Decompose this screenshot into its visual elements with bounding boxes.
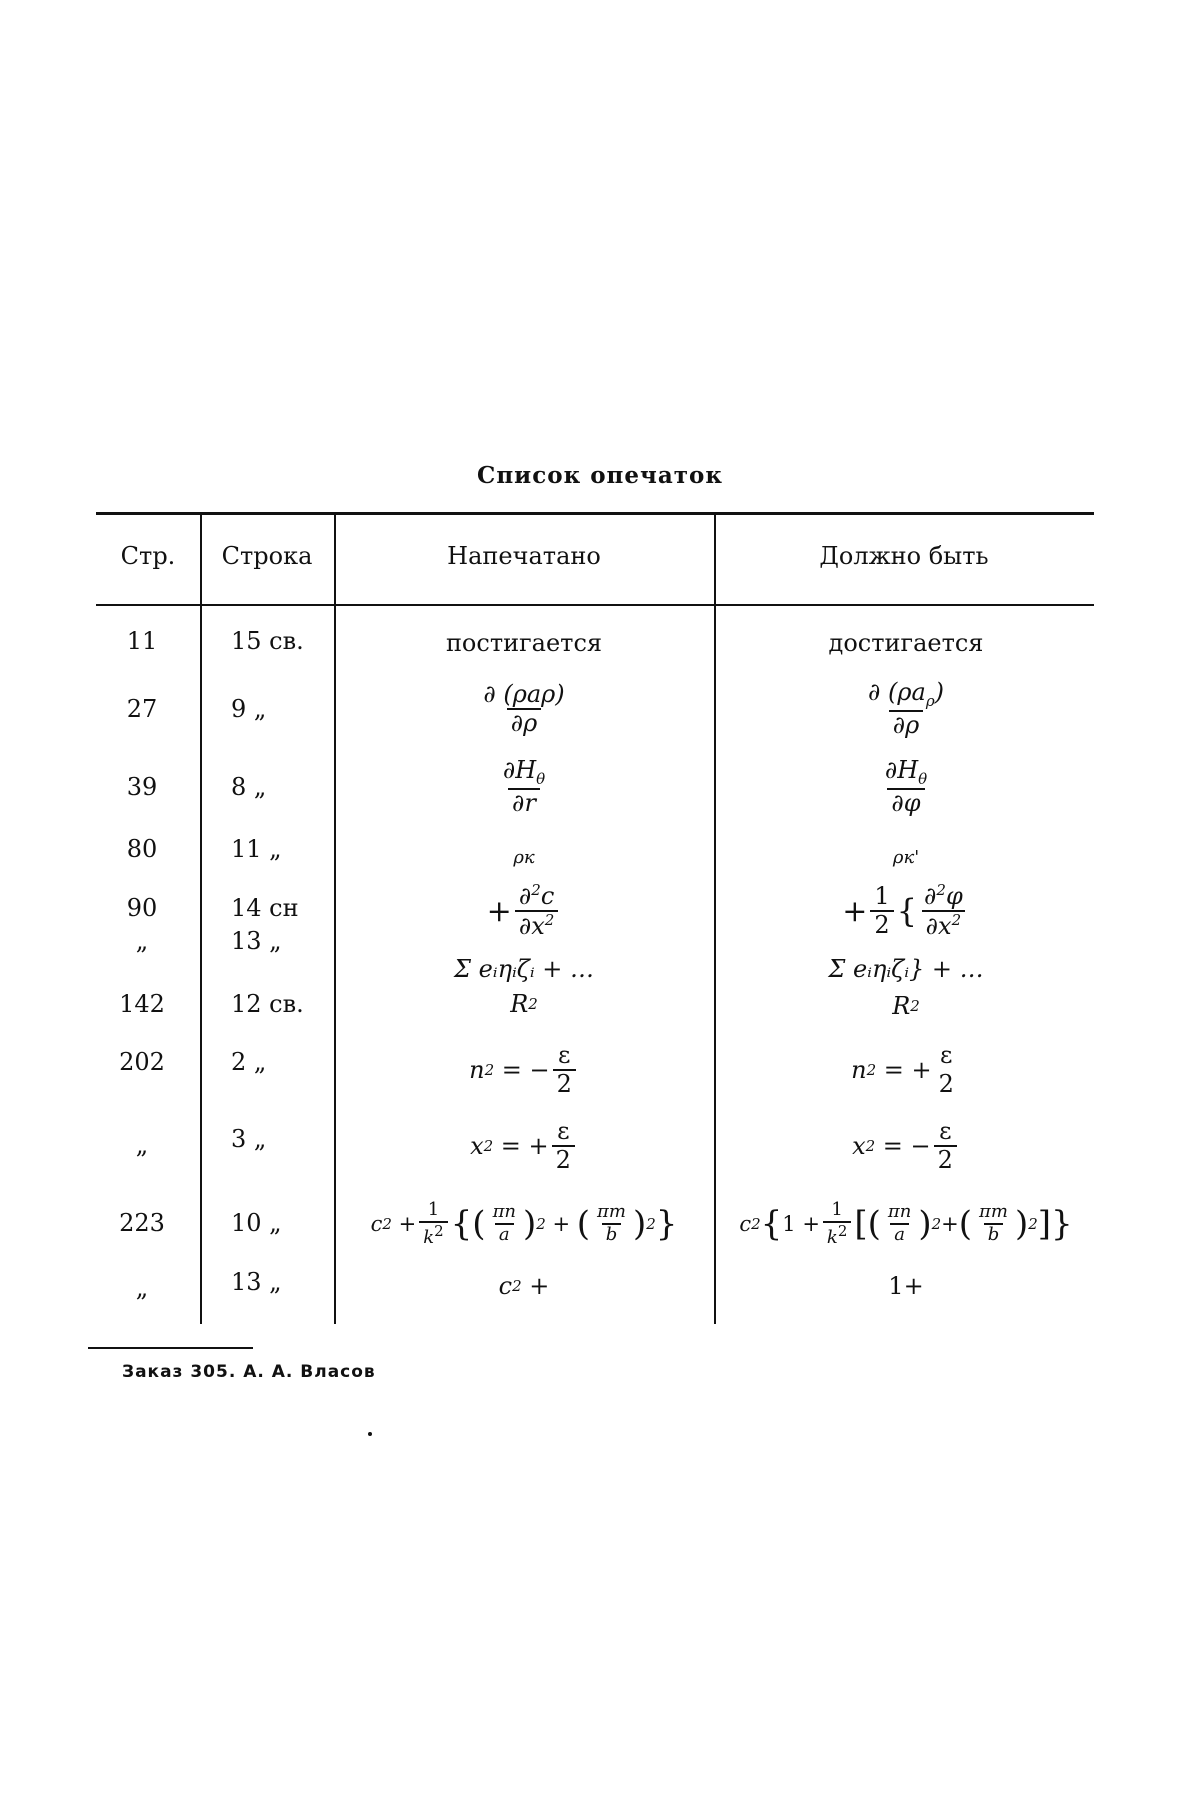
table-row-2-printed: $\frac{\text{∂ (ρaρ)}}{\partial\rho}$ bbox=[483, 679, 565, 737]
table-row-7-printed: R 2 bbox=[510, 990, 538, 1018]
table-row-1-printed: постигается bbox=[445, 629, 603, 657]
table-row-10-page: 223 bbox=[119, 1209, 165, 1237]
table-row-4-correct: ρк' bbox=[892, 846, 920, 868]
table-row-5-printed: + $\frac{\partial^2c}{\partial x^2}$ bbox=[336, 876, 712, 946]
table-row-3-page: 39 bbox=[126, 773, 158, 801]
table-row-6-line: 13 „ bbox=[231, 927, 282, 955]
header-line: Строка bbox=[221, 542, 313, 570]
table-row-8-correct: n 2 = + ε 2 bbox=[851, 1040, 954, 1098]
table-top-rule bbox=[96, 512, 1094, 515]
table-row-3-line: 8 „ bbox=[231, 773, 267, 801]
table-row-9-page: „ bbox=[135, 1131, 149, 1159]
table-row-10-printed: c 2 + $\frac{1}{k^2}$ {( $\frac{\pi n}{a}$ ) 2 + ( $\frac{\pi m}{b}$ ) 2 } bbox=[370, 1198, 678, 1248]
table-row-11-line: 13 „ bbox=[231, 1268, 282, 1296]
table-row-5-correct: + $\frac{1}{2}$ { $\frac{\partial^2\varphi}{\partial x^2}$ bbox=[718, 876, 1094, 946]
table-row-7-page: 142 bbox=[119, 990, 165, 1018]
table-row-11-printed: c 2 + bbox=[498, 1272, 550, 1300]
table-row-4-line: 11 „ bbox=[231, 835, 282, 863]
table-row-1-page: 11 bbox=[126, 627, 158, 655]
table-row-7-correct: R 2 bbox=[892, 992, 920, 1020]
table-row-7-line: 12 св. bbox=[231, 990, 304, 1018]
table-row-9-correct: x 2 = − $\frac{\varepsilon}{2}$ bbox=[718, 1110, 1094, 1182]
table-row-3-correct: $\frac{\partial H_\theta}{\partial\varphi}$ bbox=[884, 755, 928, 818]
table-row-11-correct: 1+ bbox=[888, 1272, 924, 1300]
print-order-note: Заказ 305. А. А. Власов bbox=[122, 1362, 376, 1382]
table-row-10-line: 10 „ bbox=[231, 1209, 282, 1237]
header-page: Стр. bbox=[120, 542, 176, 570]
table-row-6-page: „ bbox=[135, 927, 149, 955]
table-row-11-page: „ bbox=[135, 1274, 149, 1302]
table-row-8-printed: n 2 = − $\frac{\varepsilon}{2}$ bbox=[336, 1034, 712, 1106]
stray-dot bbox=[368, 1432, 372, 1436]
table-row-2-line: 9 „ bbox=[231, 695, 267, 723]
table-row-1-line: 15 св. bbox=[231, 627, 304, 655]
table-header-rule bbox=[96, 604, 1094, 606]
table-row-6-correct: Σ eᵢηᵢζᵢ} + … bbox=[828, 955, 984, 983]
errata-table bbox=[96, 512, 1094, 1324]
column-divider-3 bbox=[714, 514, 716, 1324]
table-row-5-page: 90 bbox=[126, 894, 158, 922]
page-title: Список опечаток bbox=[477, 462, 723, 489]
header-correct: Должно быть bbox=[819, 542, 989, 570]
table-row-4-page: 80 bbox=[126, 835, 158, 863]
table-row-2-correct: $\frac{\partial (\rho a_\rho)}{\partial\rho}$ bbox=[867, 677, 945, 740]
table-row-2-page: 27 bbox=[126, 695, 158, 723]
table-row-9-line: 3 „ bbox=[231, 1125, 267, 1153]
table-row-9-printed: x 2 = + $\frac{\varepsilon}{2}$ bbox=[336, 1110, 712, 1182]
footer-rule bbox=[88, 1347, 253, 1349]
table-row-8-line: 2 „ bbox=[231, 1048, 267, 1076]
table-row-10-correct: c 2 { 1 + $\frac{1}{k^2}$ [( $\frac{\pi n}{a}$ ) 2 + ( $\frac{\pi m}{b}$ ) 2 ]} bbox=[739, 1198, 1073, 1248]
table-row-8-page: 202 bbox=[119, 1048, 165, 1076]
header-printed: Напечатано bbox=[447, 542, 601, 570]
table-row-3-printed: $\frac{\partial H_\theta}{\partial r}$ bbox=[502, 755, 546, 818]
table-row-4-printed: ρк bbox=[513, 846, 535, 868]
table-row-6-printed: Σ eᵢηᵢζᵢ + … bbox=[453, 955, 595, 983]
table-row-1-correct: достигается bbox=[828, 629, 984, 657]
table-row-5-line: 14 сн bbox=[231, 894, 299, 922]
